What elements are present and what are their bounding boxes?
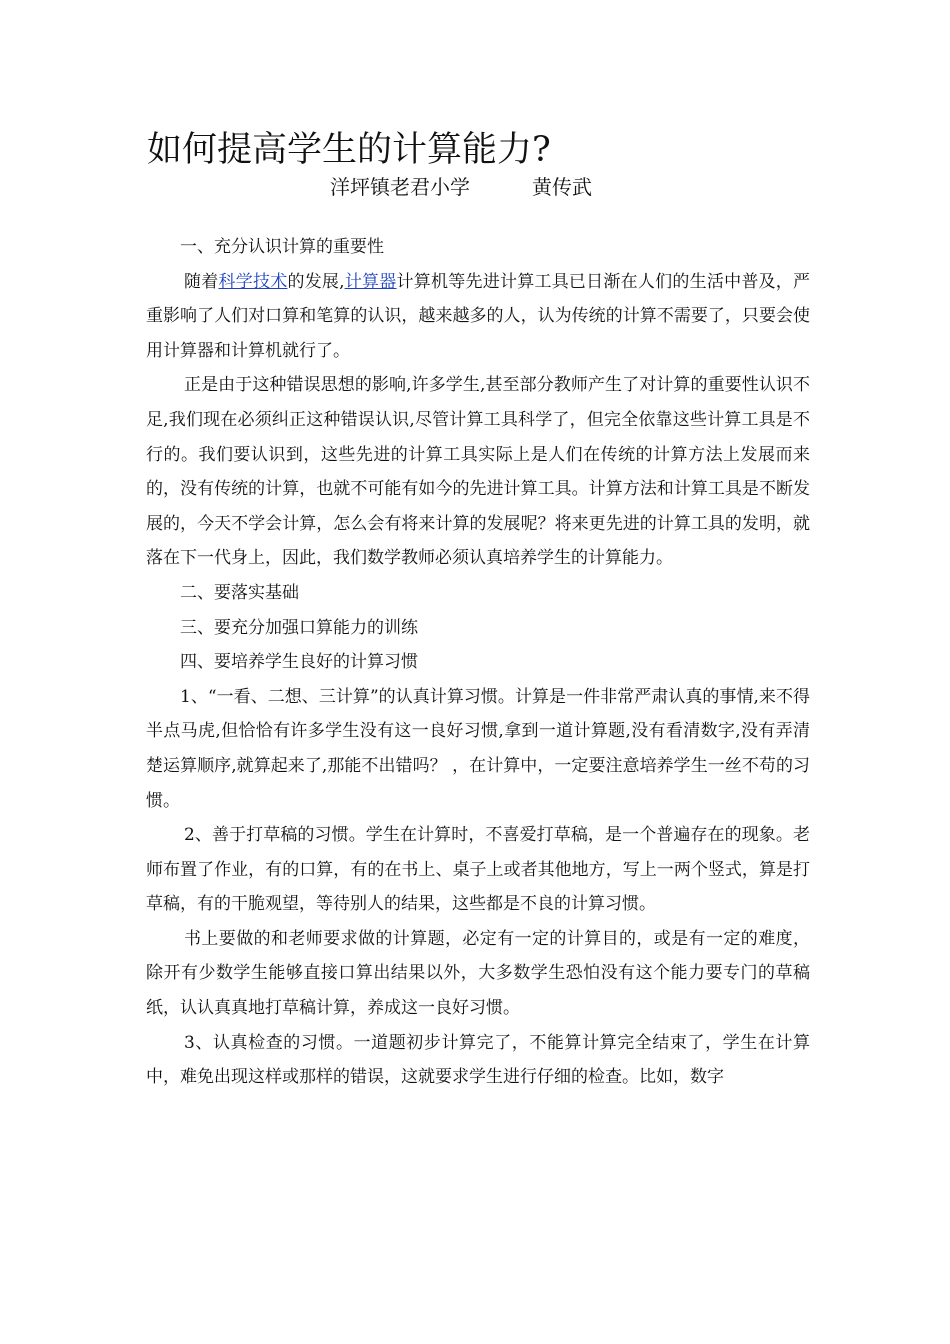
byline — [330, 172, 592, 202]
paragraph-1-post: 计算机等先进计算工具已日渐在人们的生活中普及，严重影响了人们对口算和笔算的认识，越来越多的人，认为传统的计算不需要了，只要会使用计算器和计算机就行了。 — [146, 271, 811, 361]
paragraph-1-pre: 随着 — [184, 271, 219, 292]
section-heading-3: 三、要充分加强口算能力的训练 — [180, 617, 418, 638]
link-calculator[interactable]: 计算器 — [344, 271, 397, 292]
paragraph-2: 正是由于这种错误思想的影响,许多学生,甚至部分教师产生了对计算的重要性认识不足,我们现在必须纠正这种错误认识,尽管计算工具科学了，但完全依靠这些计算工具是不行的。我们要认识到，这些先进的计算工具实际上是人们在传统的计算方法上发展而来的，没有传统的计算，也就不可能有如今的先进计算工具。计算方法和计算工具是不断发展的，今天不学会计算，怎么会有将来计算的发展呢？将来更先进的计算工具的发明，就落在下一代身上，因此，我们数学教师必须认真培养学生的计算能力。 — [146, 375, 810, 569]
paragraph-1-mid: 的发展, — [287, 271, 345, 292]
page-title: 如何提高学生的计算能力? — [147, 130, 551, 170]
paragraph-4: 2、善于打草稿的习惯。学生在计算时，不喜爱打草稿，是一个普遍存在的现象。老师布置了作业，有的口算，有的在书上、桌子上或者其他地方，写上一两个竖式，算是打草稿，有的干脆观望，等待别人的结果，这些都是不良的计算习惯。 — [146, 825, 810, 915]
section-heading-1: 一、充分认识计算的重要性 — [180, 237, 384, 257]
paragraph-5: 书上要做的和老师要求做的计算题，必定有一定的计算目的，或是有一定的难度，除开有少数学生能够直接口算出结果以外，大多数学生恐怕没有这个能力要专门的草稿纸，认认真真地打草稿计算，养成这一良好习惯。 — [146, 928, 810, 1019]
paragraph-3: 1、“一看、二想、三计算”的认真计算习惯。计算是一件非常严肃认真的事情,来不得半点马虎,但恰恰有许多学生没有这一良好习惯,拿到一道计算题,没有看清数字,没有弄清楚运算顺序,就算起来了,那能不出错吗？ ，在计算中，一定要注意培养学生一丝不苟的习惯。 — [146, 686, 810, 811]
byline-author: 黄传武 — [532, 175, 592, 199]
document-body — [146, 230, 810, 1095]
section-heading-4: 四、要培养学生良好的计算习惯 — [180, 652, 418, 673]
byline-school: 洋坪镇老君小学 — [330, 175, 470, 199]
section-heading-2: 二、要落实基础 — [180, 582, 299, 603]
paragraph-6: 3、认真检查的习惯。一道题初步计算完了，不能算计算完全结束了，学生在计算中，难免出现这样或那样的错误，这就要求学生进行仔细的检查。比如，数字 — [146, 1032, 810, 1088]
link-science-technology[interactable]: 科学技术 — [218, 271, 288, 292]
paragraph-1 — [146, 265, 810, 369]
